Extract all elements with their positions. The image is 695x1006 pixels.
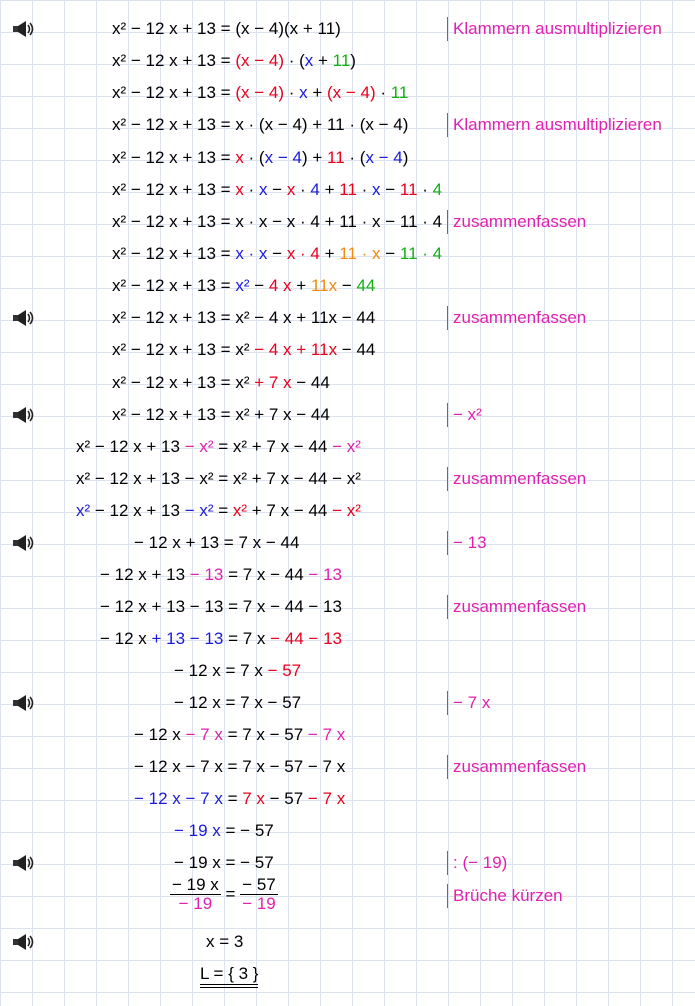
denominator: − 19 [178, 894, 213, 913]
speaker-icon[interactable] [12, 855, 36, 871]
term: − 44 [291, 373, 330, 392]
term: x² − 12 x + 13 = x² − 4 x + 11x − 44 [112, 308, 376, 327]
term: 11 · x [339, 244, 381, 263]
equation [112, 146, 408, 170]
term: − 12 x + 13 − 13 = 7 x − 44 − 13 [100, 597, 342, 616]
equation [112, 306, 375, 330]
term: x − 4 [365, 148, 403, 167]
step-note: : (− 19) [447, 851, 507, 875]
term: 11x [310, 276, 338, 295]
equation [112, 403, 330, 427]
term: − 12 x = 7 x − 57 [174, 693, 302, 712]
speaker-icon[interactable] [12, 310, 36, 326]
equation-line [0, 146, 695, 170]
term: x² − 12 x + 13 = x² [112, 373, 255, 392]
term: − 7 x [185, 725, 223, 744]
term: x [235, 180, 244, 199]
numerator: − 57 [242, 875, 276, 894]
equation-line [0, 403, 695, 427]
term: + [307, 83, 327, 102]
speaker-icon[interactable] [12, 934, 36, 950]
equation [100, 595, 342, 619]
term: = 7 x − 44 [223, 565, 309, 584]
step-note: − 7 x [447, 691, 490, 715]
term: x² [232, 501, 248, 520]
term: − 12 x [100, 629, 152, 648]
equation-line [0, 563, 695, 587]
speaker-icon[interactable] [12, 407, 36, 423]
equation [76, 499, 361, 523]
term: · ( [283, 51, 305, 70]
term: (x − 4) [326, 83, 376, 102]
term: − 12 x + 13 [90, 501, 185, 520]
equation-line [0, 49, 695, 73]
term: − 7 x [307, 725, 346, 744]
equation-line [0, 338, 695, 362]
equation-line [0, 371, 695, 395]
term: − 57 [264, 789, 308, 808]
term: = [222, 789, 243, 808]
speaker-icon[interactable] [12, 21, 36, 37]
equation [174, 659, 301, 683]
equation [112, 17, 341, 41]
term: = x² + 7 x − 44 [213, 437, 333, 456]
equation [174, 851, 274, 875]
term: − 19 x = − 57 [174, 853, 274, 872]
term: ) + [301, 148, 327, 167]
equation-line [0, 81, 695, 105]
equation [174, 691, 301, 715]
term: x² − 12 x + 13 = x · (x − 4) + 11 · (x − 4) [112, 115, 409, 134]
equation [134, 755, 345, 779]
step-note: zusammenfassen [447, 467, 586, 491]
term: · [375, 83, 391, 102]
equation [112, 274, 375, 298]
step-note: Klammern ausmultiplizieren [447, 17, 662, 41]
fraction-right [240, 876, 278, 913]
term: 4 x [268, 276, 292, 295]
term: + [313, 51, 333, 70]
term: 11 [332, 51, 351, 70]
term: x² − 12 x + 13 = [112, 244, 236, 263]
step-note: − x² [447, 403, 482, 427]
term: − [249, 276, 269, 295]
equation [100, 563, 342, 587]
fraction-equation [170, 876, 278, 913]
equation [112, 210, 442, 234]
equation [76, 467, 361, 491]
term: x² − 12 x + 13 [76, 437, 185, 456]
term: x² − 12 x + 13 = x² [112, 340, 255, 359]
equation [112, 242, 442, 266]
term: x [299, 83, 308, 102]
term: 4 [432, 180, 443, 199]
equation-line [0, 787, 695, 811]
fraction-left [170, 876, 221, 913]
equation-line [0, 691, 695, 715]
term: − [380, 180, 400, 199]
term: x [372, 180, 381, 199]
term: x² − 12 x + 13 − x² = x² + 7 x − 44 − x² [76, 469, 361, 488]
denominator: − 19 [242, 894, 276, 913]
term: − 13 [308, 565, 342, 584]
step-note: Brüche kürzen [447, 884, 563, 908]
equation [112, 81, 408, 105]
term: − 12 x [134, 725, 186, 744]
term: = 7 x − 57 [222, 725, 308, 744]
term: ) [350, 51, 356, 70]
term: = 7 x [223, 629, 271, 648]
term: − x² [332, 501, 361, 520]
term: + 7 x − 44 [247, 501, 333, 520]
term: x · 4 [286, 244, 320, 263]
term: − 13 [189, 565, 224, 584]
equation [76, 435, 361, 459]
term: 11 [339, 180, 357, 199]
term: − 4 x + 11x [254, 340, 338, 359]
equation-line [0, 723, 695, 747]
term: x² − 12 x + 13 = [112, 83, 236, 102]
speaker-icon[interactable] [12, 535, 36, 551]
term: − [267, 180, 287, 199]
equation [112, 178, 442, 202]
equation [134, 531, 299, 555]
term: 11 [399, 180, 418, 199]
term: x [286, 180, 296, 199]
term: x² − 12 x + 13 = (x − 4)(x + 11) [112, 19, 341, 38]
term: − 44 [337, 340, 376, 359]
equation-line [0, 755, 695, 779]
term: = [213, 501, 233, 520]
term: x² − 12 x + 13 = [112, 148, 236, 167]
term: x² [235, 276, 250, 295]
term: − 7 x [307, 789, 346, 808]
equation-line [0, 178, 695, 202]
result [206, 930, 243, 954]
equation-line [0, 435, 695, 459]
equation [100, 627, 342, 651]
result-text: x = 3 [206, 932, 244, 951]
term: 11 · 4 [399, 244, 443, 263]
equation [112, 113, 408, 137]
term: x² − 12 x + 13 = [112, 51, 236, 70]
term: − [337, 276, 357, 295]
term: 44 [356, 276, 376, 295]
equation-line [0, 306, 695, 330]
equation-line [0, 113, 695, 137]
term: − 12 x + 13 [100, 565, 190, 584]
term: − 12 x − 7 x = 7 x − 57 − 7 x [134, 757, 346, 776]
term: 4 [310, 180, 320, 199]
term: x [235, 148, 244, 167]
term: + [319, 244, 340, 263]
term: ) [402, 148, 409, 167]
fraction-equation-line [0, 875, 695, 920]
result-line [0, 930, 695, 954]
term: − 12 x − 7 x [134, 789, 223, 808]
equation-line [0, 819, 695, 843]
term: x² [76, 501, 91, 520]
equation-line [0, 210, 695, 234]
term: x [304, 51, 314, 70]
term: · [356, 180, 373, 199]
step-note: zusammenfassen [447, 755, 586, 779]
term: − x² [184, 501, 214, 520]
solution-set [200, 962, 258, 986]
term: x² − 12 x + 13 = [112, 180, 236, 199]
equation-line [0, 499, 695, 523]
term: · [417, 180, 433, 199]
term: · [295, 180, 311, 199]
equation [112, 338, 375, 362]
solution-set-line [0, 962, 695, 986]
term: + [319, 180, 340, 199]
term: − x² [332, 437, 361, 456]
equation-line [0, 851, 695, 875]
equals-sign: = [225, 884, 236, 904]
numerator: − 19 x [172, 875, 219, 894]
equation-line [0, 531, 695, 555]
term: x² − 12 x + 13 = x · x − x · 4 + 11 · x − 11 · 4 [112, 212, 443, 231]
step-note: − 13 [447, 531, 487, 555]
term: − [267, 244, 287, 263]
equation-line [0, 17, 695, 41]
term: · [243, 180, 259, 199]
equation [134, 787, 345, 811]
equation-line [0, 467, 695, 491]
term: + 13 − 13 [151, 629, 224, 648]
term: − [380, 244, 400, 263]
term: = − 57 [220, 821, 274, 840]
term: 11 [390, 83, 409, 102]
equation-line [0, 242, 695, 266]
term: − 44 − 13 [270, 629, 342, 648]
step-note: zusammenfassen [447, 306, 586, 330]
term: − 57 [267, 661, 302, 680]
equation [112, 49, 356, 73]
equation [134, 723, 345, 747]
result-text: L = { 3 } [200, 964, 258, 988]
term: x [258, 180, 268, 199]
term: 11 [327, 148, 345, 167]
speaker-icon[interactable] [12, 695, 36, 711]
step-note: Klammern ausmultiplizieren [447, 113, 662, 137]
equation-line [0, 659, 695, 683]
equation-line [0, 274, 695, 298]
term: x² − 12 x + 13 = [112, 276, 236, 295]
term: (x − 4) [235, 83, 284, 102]
term: (x − 4) [235, 51, 284, 70]
step-note: zusammenfassen [447, 595, 586, 619]
term: x − 4 [264, 148, 302, 167]
term: − 19 x [174, 821, 221, 840]
equation [174, 819, 274, 843]
term: · [283, 83, 300, 102]
equation [112, 371, 330, 395]
term: + 7 x [254, 373, 292, 392]
term: + [291, 276, 311, 295]
term: − 12 x + 13 = 7 x − 44 [134, 533, 300, 552]
equation-line [0, 627, 695, 651]
term: · ( [344, 148, 366, 167]
term: − 12 x = 7 x [174, 661, 268, 680]
term: x · x [235, 244, 268, 263]
step-note: zusammenfassen [447, 210, 586, 234]
term: 7 x [242, 789, 265, 808]
term: − x² [184, 437, 214, 456]
equation-line [0, 595, 695, 619]
term: x² − 12 x + 13 = x² + 7 x − 44 [112, 405, 330, 424]
term: · ( [243, 148, 265, 167]
